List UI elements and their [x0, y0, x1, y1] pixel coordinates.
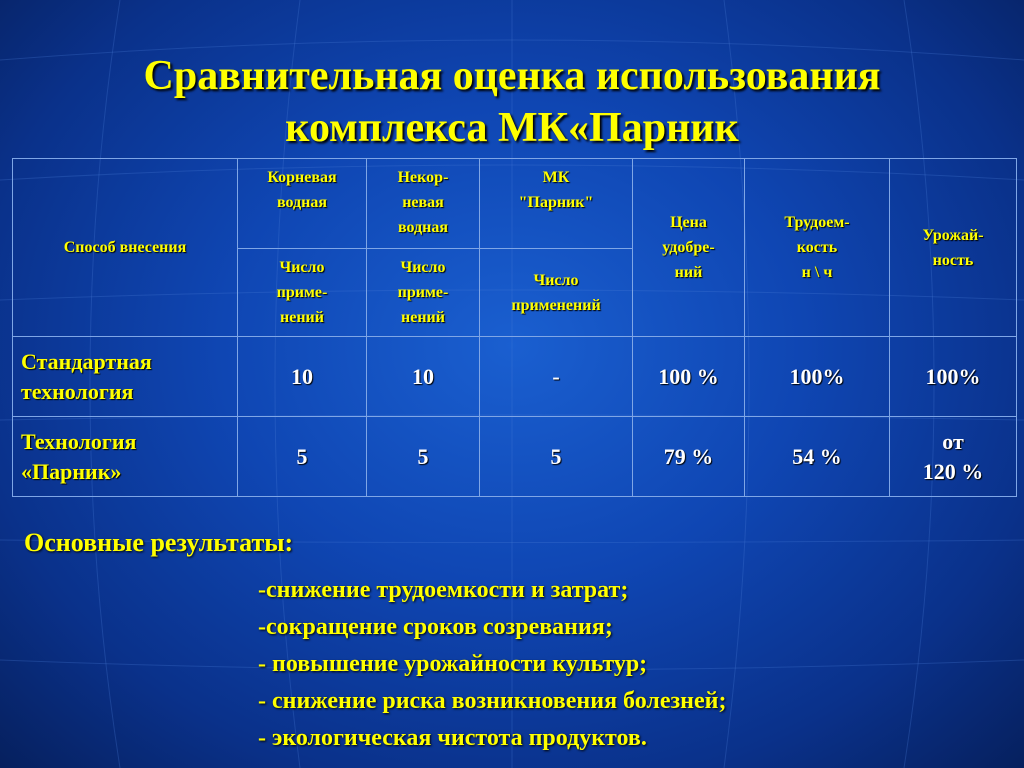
- results-heading: Основные результаты:: [24, 528, 294, 557]
- yield-header-cell: Урожай- ность: [890, 159, 1017, 337]
- root-header-cell: Корневая водная: [238, 159, 367, 249]
- comparison-table: [12, 158, 1017, 497]
- slide-title: [0, 50, 1024, 154]
- title-line-2: комплекса МК«Парник: [285, 105, 739, 151]
- root-subheader-cell: Число приме- нений: [238, 249, 367, 337]
- list-item: - повышение урожайности культур;: [258, 651, 648, 677]
- root-value-cell: 5: [238, 417, 367, 497]
- labor-header-cell: Трудоем- кость н \ ч: [745, 159, 890, 337]
- list-item: -сокращение сроков созревания;: [258, 614, 613, 640]
- nonroot-value-cell: 10: [367, 337, 480, 417]
- row-name-cell: Стандартная технология: [13, 337, 238, 417]
- list-item: - экологическая чистота продуктов.: [258, 725, 647, 751]
- labor-value-cell: 100%: [745, 337, 890, 417]
- mk-value-cell: -: [480, 337, 633, 417]
- table-row: [13, 337, 1017, 417]
- title-line-1: Сравнительная оценка использования: [143, 53, 881, 99]
- nonroot-value-cell: 5: [367, 417, 480, 497]
- mk-value-cell: 5: [480, 417, 633, 497]
- root-value-cell: 10: [238, 337, 367, 417]
- method-header-cell: Способ внесения: [13, 159, 238, 337]
- price-header-cell: Цена удобре- ний: [633, 159, 745, 337]
- price-value-cell: 79 %: [633, 417, 745, 497]
- results-list: [258, 572, 726, 757]
- nonroot-subheader-cell: Число приме- нений: [367, 249, 480, 337]
- price-value-cell: 100 %: [633, 337, 745, 417]
- list-item: -снижение трудоемкости и затрат;: [258, 577, 629, 603]
- yield-value-cell: от 120 %: [890, 417, 1017, 497]
- list-item: - снижение риска возникновения болезней;: [258, 688, 727, 714]
- labor-value-cell: 54 %: [745, 417, 890, 497]
- table-row: [13, 417, 1017, 497]
- mk-header-cell: МК "Парник": [480, 159, 633, 249]
- yield-value-cell: 100%: [890, 337, 1017, 417]
- nonroot-header-cell: Некор- невая водная: [367, 159, 480, 249]
- table-header-row: [13, 159, 1017, 249]
- row-name-cell: Технология «Парник»: [13, 417, 238, 497]
- mk-subheader-cell: Число применений: [480, 249, 633, 337]
